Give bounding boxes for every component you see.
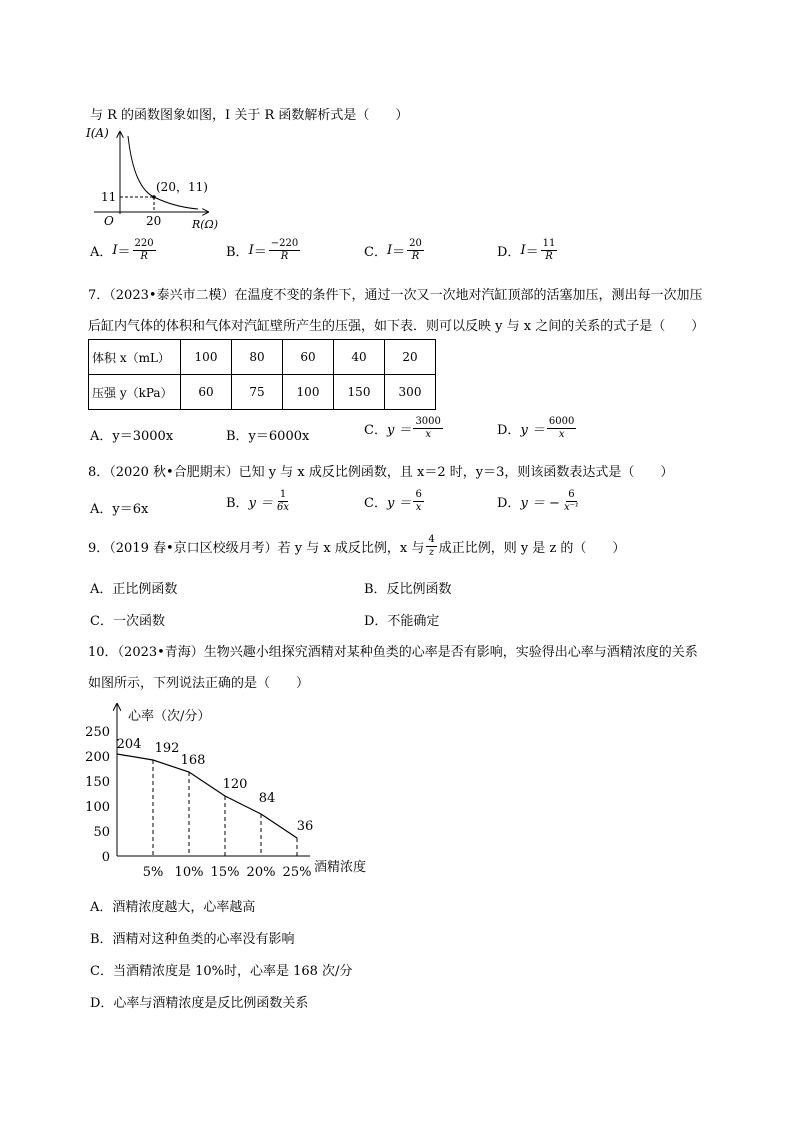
q7-table: [88, 339, 436, 410]
q8-option-d[interactable]: D． y ＝ − $\frac{6}{\text{x⁻¹}}$: [497, 489, 579, 513]
q6-point-label: (20，11): [156, 180, 208, 194]
y-tick-label: 0: [101, 850, 110, 865]
q7-option-d[interactable]: D． y ＝ $\frac{6000}{x}$: [497, 416, 575, 440]
q10-option-d[interactable]: D．心率与酒精浓度是反比例函数关系: [90, 996, 309, 1011]
y-tick-label: 100: [85, 800, 110, 815]
q7-option-c[interactable]: C． y ＝ $\frac{3000}{x}$: [364, 416, 441, 440]
q10-option-a[interactable]: A．酒精浓度越大，心率越高: [90, 900, 256, 915]
table-cell: 80: [232, 340, 283, 375]
y-tick-label: 200: [85, 750, 110, 765]
chart-x-label: 酒精浓度: [314, 860, 367, 875]
q10-option-b[interactable]: B．酒精对这种鱼类的心率没有影响: [90, 932, 295, 947]
table-row: [89, 375, 436, 410]
chart-y-label: 心率（次/分）: [128, 709, 211, 724]
q10-stem-line2: 如图所示，下列说法正确的是（ ）: [88, 676, 310, 691]
q9-stem: 9．（2019 春•京口区校级月考）若 y 与 x 成反比例，x 与 $\frac{4}{z}$ 成正比例，则 y 是 z 的（ ）: [88, 534, 626, 558]
q9-option-c[interactable]: C．一次函数: [90, 614, 165, 629]
q7-stem-line1: 7．（2023•泰兴市二模）在温度不变的条件下，通过一次又一次地对汽缸顶部的活塞加压，测出每一次加压: [88, 288, 703, 303]
q8-option-c[interactable]: C． y ＝ $\frac{6}{x}$: [364, 489, 422, 513]
q6-curve: [128, 136, 198, 209]
x-tick-label: 25%: [282, 865, 312, 880]
table-cell: 100: [181, 340, 232, 375]
q9-option-b[interactable]: B．反比例函数: [364, 582, 452, 597]
table-row: [89, 340, 436, 375]
x-tick-label: 20%: [246, 865, 276, 880]
q6-option-a[interactable]: A． I ＝ $\frac{220}{R}$: [90, 238, 154, 262]
table-cell: 75: [232, 375, 283, 410]
x-tick-label: 10%: [174, 865, 204, 880]
table-cell: 60: [283, 340, 334, 375]
q7-stem-line2: 后缸内气体的体积和气体对汽缸壁所产生的压强，如下表．则可以反映 y 与 x 之间的关系的式子是（ ）: [88, 319, 705, 334]
q9-option-a[interactable]: A．正比例函数: [90, 582, 178, 597]
chart-data-label: 192: [154, 741, 180, 756]
chart-data-label: 120: [222, 777, 248, 792]
q8-option-a[interactable]: A．y＝6x: [90, 502, 149, 517]
q6-option-c[interactable]: C． I ＝ $\frac{20}{R}$: [364, 238, 422, 262]
chart-data-label: 168: [180, 753, 206, 768]
chart-data-label: 36: [296, 819, 314, 834]
y-tick-label: 250: [85, 725, 110, 740]
chart-data-label: 84: [258, 791, 276, 806]
y-tick-label: 50: [93, 825, 110, 840]
q8-option-b[interactable]: B． y ＝ $\frac{1}{6x}$: [226, 489, 290, 513]
q6-x-tick: 20: [146, 214, 162, 228]
q8-stem: 8．（2020 秋•合肥期末）已知 y 与 x 成反比例函数，且 x＝2 时，y＝3，则该函数表达式是（ ）: [88, 465, 674, 480]
heart-rate-chart: [85, 698, 398, 882]
q6-y-tick: 11: [101, 190, 117, 204]
table-cell: 40: [334, 340, 385, 375]
table-cell: 60: [181, 375, 232, 410]
x-tick-label: 15%: [210, 865, 240, 880]
q6-option-d[interactable]: D． I ＝ $\frac{11}{R}$: [497, 238, 556, 262]
table-header-volume: 体积 x（mL）: [89, 340, 181, 375]
q6-x-axis-label: R(Ω): [192, 218, 218, 231]
q10-stem-line1: 10．（2023•青海）生物兴趣小组探究酒精对某种鱼类的心率是否有影响，实验得出心率与酒精浓度的关系: [88, 645, 698, 660]
x-tick-label: 5%: [142, 865, 164, 880]
table-header-pressure: 压强 y（kPa）: [89, 375, 181, 410]
table-cell: 100: [283, 375, 334, 410]
q6-point: [152, 195, 156, 199]
q6-stem: 与 R 的函数图象如图，I 关于 R 函数解析式是（ ）: [90, 108, 409, 123]
q6-y-axis-label: I(A): [86, 126, 109, 140]
q7-option-b[interactable]: B．y＝6000x: [226, 429, 310, 444]
table-cell: 20: [385, 340, 436, 375]
q6-graph: [86, 122, 226, 232]
table-cell: 300: [385, 375, 436, 410]
chart-data-label: 204: [116, 737, 142, 752]
q7-option-a[interactable]: A．y＝3000x: [90, 429, 174, 444]
q9-option-d[interactable]: D．不能确定: [364, 614, 440, 629]
table-cell: 150: [334, 375, 385, 410]
q10-option-c[interactable]: C．当酒精浓度是 10%时，心率是 168 次/分: [90, 964, 353, 979]
q6-option-b[interactable]: B． I ＝ $\frac{-220}{R}$: [226, 238, 299, 262]
y-tick-label: 150: [85, 775, 110, 790]
q6-origin: O: [104, 214, 114, 228]
